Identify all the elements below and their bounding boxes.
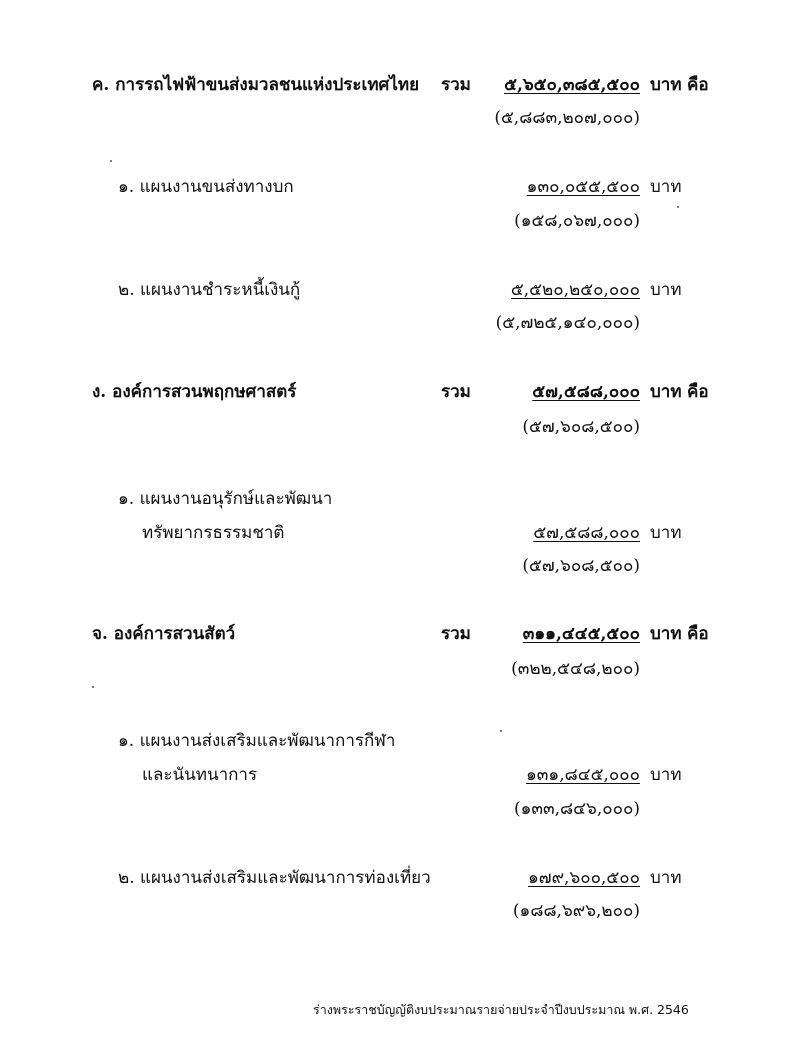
section-total-amount: ๓๑๑,๔๔๕,๕๐๐ [522, 624, 640, 644]
document-footer: ร่างพระราชบัญญัติงบประมาณรายจ่ายประจำปีงบประมาณ พ.ศ. 2546 [313, 1002, 689, 1017]
item-amount: ๑๓๐,๐๕๕,๕๐๐ [526, 177, 640, 197]
item-label-line2: และนันทนาการ [142, 765, 258, 785]
section-unit: บาท [650, 382, 682, 402]
item-label: ๒. แผนงานชำระหนี้เงินกู้ [118, 280, 301, 300]
item-amount: ๕๗,๕๘๘,๐๐๐ [533, 523, 640, 543]
item-unit: บาท [650, 177, 682, 197]
section-unit: บาท [650, 75, 682, 95]
item-amount: ๕,๕๒๐,๒๕๐,๐๐๐ [510, 280, 640, 300]
section-title-zoo: จ. องค์การสวนสัตว์ [92, 624, 236, 644]
section-total-label: รวม [441, 75, 471, 95]
item-label: ๒. แผนงานส่งเสริมและพัฒนาการท่องเที่ยว [118, 868, 431, 888]
scan-speck [500, 730, 502, 732]
scan-speck [110, 160, 112, 162]
item-amount: ๑๓๑,๘๔๕,๐๐๐ [526, 765, 640, 785]
item-previous-amount: (๑๓๓,๘๔๖,๐๐๐) [513, 799, 640, 819]
item-unit: บาท [650, 280, 682, 300]
item-label-line1: ๑. แผนงานอนุรักษ์และพัฒนา [118, 489, 333, 509]
section-total-amount: ๕,๖๕๐,๓๘๕,๕๐๐ [504, 75, 640, 95]
item-previous-amount: (๕,๗๒๕,๑๔๐,๐๐๐) [495, 313, 640, 333]
item-unit: บาท [650, 868, 682, 888]
item-amount: ๑๗๙,๖๐๐,๕๐๐ [528, 868, 640, 888]
item-previous-amount: (๑๘๘,๖๙๖,๒๐๐) [512, 901, 640, 921]
item-label: ๑. แผนงานขนส่งทางบก [118, 177, 294, 197]
section-title-srt-mass-transit: ค. การรถไฟฟ้าขนส่งมวลชนแห่งประเทศไทย [92, 75, 420, 95]
section-unit: บาท [650, 624, 682, 644]
section-total-label: รวม [441, 624, 471, 644]
section-title-botanical-garden: ง. องค์การสวนพฤกษศาสตร์ [92, 382, 297, 402]
section-previous-amount: (๓๒๒,๕๔๘,๒๐๐) [511, 659, 640, 679]
item-previous-amount: (๑๕๘,๐๖๗,๐๐๐) [514, 211, 640, 231]
item-unit: บาท [650, 523, 682, 543]
section-suffix: คือ [687, 75, 709, 95]
scan-speck [92, 686, 94, 688]
item-previous-amount: (๕๗,๖๐๘,๕๐๐) [522, 556, 640, 576]
section-suffix: คือ [687, 382, 709, 402]
scan-speck [677, 206, 679, 208]
section-suffix: คือ [687, 624, 709, 644]
item-unit: บาท [650, 765, 682, 785]
item-label-line2: ทรัพยากรธรรมชาติ [142, 523, 285, 543]
item-label-line1: ๑. แผนงานส่งเสริมและพัฒนาการกีฬา [118, 731, 396, 751]
section-total-amount: ๕๗,๕๘๘,๐๐๐ [532, 382, 640, 402]
section-previous-amount: (๕,๘๘๓,๒๐๗,๐๐๐) [494, 108, 640, 128]
section-total-label: รวม [441, 382, 471, 402]
section-previous-amount: (๕๗,๖๐๘,๕๐๐) [522, 417, 640, 437]
